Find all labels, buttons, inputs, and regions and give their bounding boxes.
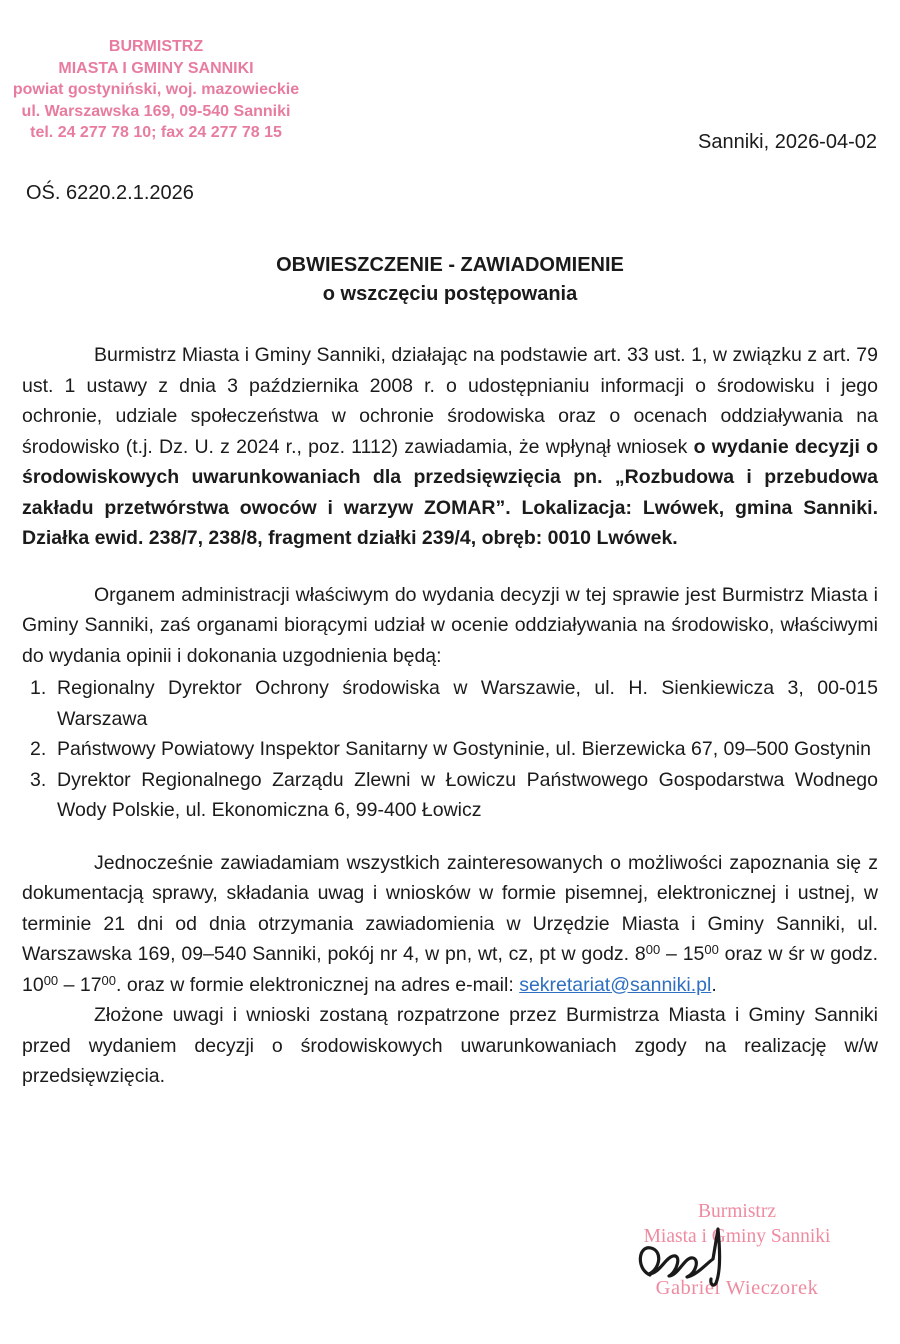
paragraph-closing-text: Złożone uwagi i wnioski zostaną rozpatrzone przez Burmistrza Miasta i Gminy Sanniki przed wydaniem decyzji o środowiskowych uwarunkowaniach zgody na realizację w/w przedsięwzięcia. [22, 1004, 878, 1087]
document-title [0, 251, 900, 309]
paragraph-consultation-text: Jednocześnie zawiadamiam wszystkich zainteresowanych o możliwości zapoznania się z dokumentacją sprawy, składania uwag i wniosków w formie pisemnej, elektronicznej i ustnej, w terminie 21 dni od dnia otrzymania zawiadomienia w Urzędzie Miasta i Gminy Sanniki, ul. Warszawska 169, 09–540 Sanniki, pokój nr 4, w pn, wt, cz, pt w godz. 8 [22, 851, 878, 965]
signature-block [594, 1199, 880, 1301]
list-item-number: 3. [30, 768, 47, 791]
stamp-line-district: powiat gostyniński, woj. mazowieckie [12, 81, 300, 98]
title-line-1: OBWIESZCZENIE - ZAWIADOMIENIE [276, 254, 624, 276]
paragraph-authorities-text: Organem administracji właściwym do wydania decyzji w tej sprawie jest Burmistrz Miasta i Gminy Sanniki, zaś organami biorącymi udział w ocenie oddziaływania na środowisko, właściwymi do wydania opinii i dokonania uzgodnienia będą: [22, 583, 878, 667]
list-item [22, 765, 878, 826]
stamp-line-phone: tel. 24 277 78 10; fax 24 277 78 15 [30, 124, 282, 141]
stamp-line-address: ul. Warszawska 169, 09-540 Sanniki [21, 102, 291, 120]
hours-superscript: 00 [101, 972, 117, 988]
signer-role-line-2: Miasta i Gminy Sanniki [643, 1226, 831, 1247]
hours-superscript: 00 [645, 942, 661, 957]
case-reference: OŚ. 6220.2.1.2026 [26, 182, 194, 204]
list-item [22, 734, 878, 765]
stamp-line-authority: BURMISTRZ [108, 38, 204, 55]
hours-superscript: 00 [43, 972, 59, 988]
list-item-number: 2. [30, 738, 47, 760]
paragraph-notice-text: Burmistrz Miasta i Gminy Sanniki, działając na podstawie art. 33 ust. 1, w związku z art. 79 ust. 1 ustawy z dnia 3 października 2008 r. o udostępnianiu informacji o środowisku i jego ochronie, udziale społeczeństwa w ochronie środowiska oraz o ocenach oddziaływania na środowisko (t.j. Dz. U. z 2024 r., poz. 1112) zawiadamia, że wpłynął wniosek [22, 344, 878, 458]
document-body [22, 340, 878, 1092]
sender-stamp [8, 36, 304, 144]
paragraph-consultation-text: – 15 [660, 943, 705, 965]
stamp-line-municipality: MIASTA I GMINY SANNIKI [58, 59, 254, 77]
list-item-text: Państwowy Powiatowy Inspektor Sanitarny w Gostyninie, ul. Bierzewicka 67, 09–500 Gostynin [57, 738, 871, 760]
paragraph-notice-bold: o wydanie decyzji o środowiskowych uwarunkowaniach dla przedsięwzięcia pn. „Rozbudowa i przebudowa zakładu przetwórstwa owoców i warzyw ZOMAR”. Lokalizacja: Lwówek, gmina Sanniki. Działka ewid. 238/7, 238/8, fragment działki 239/4, obręb: 0010 Lwówek. [22, 435, 878, 549]
paragraph-consultation-text: . [711, 973, 717, 996]
paragraph-authorities [22, 580, 878, 672]
paragraph-consultation-text: oraz w śr w godz. 10 [22, 943, 878, 996]
title-line-2: o wszczęciu postępowania [322, 283, 578, 305]
list-item-text: Regionalny Dyrektor Ochrony środowiska w Warszawie, ul. H. Sienkiewicza 3, 00-015 Warszawa [57, 677, 878, 730]
email-link[interactable]: sekretariat@sanniki.pl [519, 973, 712, 996]
paragraph-notice [22, 340, 878, 554]
hours-superscript: 00 [704, 942, 719, 957]
signer-name: Gabriel Wieczorek [655, 1277, 819, 1299]
dateline: Sanniki, 2026-04-02 [697, 131, 877, 153]
paragraph-consultation-text: – 17 [58, 973, 102, 996]
authorities-list [22, 673, 878, 826]
list-item-text: Dyrektor Regionalnego Zarządu Zlewni w Łowiczu Państwowego Gospodarstwa Wodnego Wody Polskie, ul. Ekonomiczna 6, 99-400 Łowicz [57, 768, 878, 821]
list-item-number: 1. [30, 677, 47, 699]
paragraph-closing [22, 1000, 878, 1092]
paragraph-consultation [22, 848, 878, 1001]
signer-role-line-1: Burmistrz [698, 1201, 776, 1222]
paragraph-consultation-text: . oraz w formie elektronicznej na adres e-mail: [116, 973, 520, 996]
list-item [22, 673, 878, 734]
